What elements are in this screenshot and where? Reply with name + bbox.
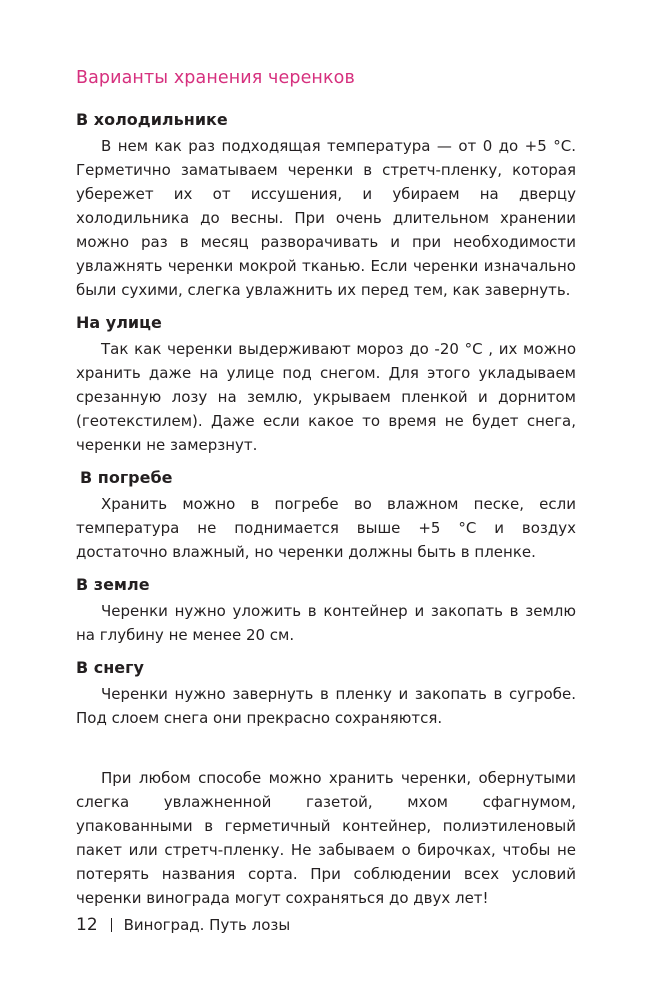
section-outdoors [76, 311, 576, 457]
page-number: 12 [76, 915, 98, 935]
section-fridge [76, 108, 576, 302]
footer-divider [111, 918, 112, 932]
page-content [76, 64, 576, 910]
section-snow [76, 656, 576, 730]
section-heading: В земле [76, 575, 150, 594]
section-paragraph: Хранить можно в погребе во влажном песке, если температура не поднимается выше +5 °С и воздух достаточно влажный, но черенки должны быть в пленке. [76, 495, 576, 561]
section-paragraph: Так как черенки выдерживают мороз до -20 °С , их можно хранить даже на улице под снегом. Для этого укладываем срезанную лозу на землю, укрываем пленкой и дорнитом (геотекстилем). Даже если какое то время не будет снега, черенки не замерзнут. [76, 340, 576, 454]
section-paragraph: Черенки нужно завернуть в пленку и закопать в сугробе. Под слоем снега они прекрасно сохраняются. [76, 685, 576, 727]
section-heading: В снегу [76, 658, 144, 677]
section-heading: На улице [76, 313, 162, 332]
final-paragraph: При любом способе можно хранить черенки, обернутыми слегка увлажненной газетой, мхом сфагнумом, упакованными в герметичный контейнер, полиэтиленовый пакет или стретч-пленку. Не забываем о бирочках, чтобы не потерять названия сорта. При соблюдении всех условий черенки винограда могут сохраняться до двух лет! [76, 769, 576, 907]
section-cellar [76, 466, 576, 564]
section-heading: В погребе [80, 468, 173, 487]
section-paragraph: В нем как раз подходящая температура — от 0 до +5 °С. Герметично заматываем черенки в стретч-пленку, которая убережет их от иссушения, и убираем на дверцу холодильника до весны. При очень длительном хранении можно раз в месяц разворачивать и при необходимости увлажнять черенки мокрой тканью. Если черенки изначально были сухими, слегка увлажнить их перед тем, как завернуть. [76, 137, 576, 299]
page-footer [76, 913, 290, 937]
section-paragraph: Черенки нужно уложить в контейнер и закопать в землю на глубину не менее 20 см. [76, 602, 576, 644]
section-heading: В холодильнике [76, 110, 228, 129]
page-title: Варианты хранения черенков [76, 68, 355, 88]
section-ground [76, 573, 576, 647]
book-title: Виноград. Путь лозы [123, 916, 291, 934]
